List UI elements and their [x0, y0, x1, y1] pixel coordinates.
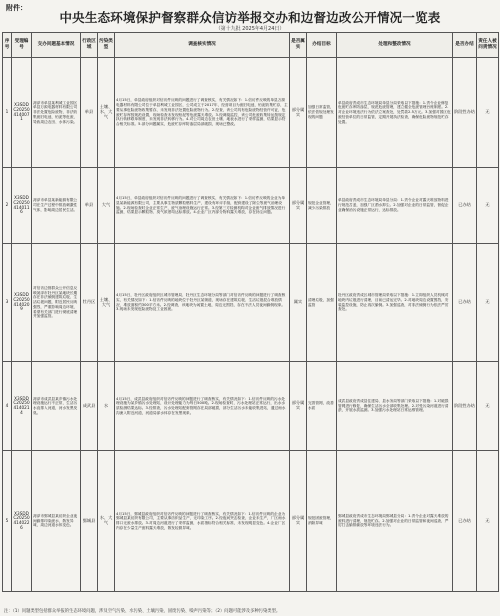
header-seq: 序号 [3, 33, 12, 58]
cell-verified: 部分属实 [290, 58, 307, 168]
appendix-label: 附件： [6, 4, 27, 12]
cell-seq: 1 [3, 58, 12, 168]
cell-verified: 部分属实 [290, 362, 307, 451]
cell-verified: 部分属实 [290, 168, 307, 244]
cell-verified: 属实 [290, 244, 307, 362]
disclosure-table [2, 32, 499, 592]
cell-case-no: X3SDDC202504140116 [12, 168, 32, 244]
header-case-no: 受理编号 [12, 33, 32, 58]
page-subtitle: （第十九批 2025年4月24日） [215, 26, 285, 32]
cell-accountability: 无 [477, 362, 499, 451]
table-header-row [3, 33, 499, 58]
header-pollution: 污染类型 [98, 33, 115, 58]
cell-closed: 阶段性办结 [453, 362, 477, 451]
cell-closed: 已办结 [453, 451, 477, 592]
header-district: 行政区域 [81, 33, 98, 58]
cell-district: 鄄城县 [81, 451, 98, 592]
cell-district: 单县 [81, 168, 98, 244]
header-content: 交办问题基本情况 [32, 33, 81, 58]
cell-case-no: X3SDDC202504140214 [12, 362, 32, 451]
cell-rectify: 成武县政府责成县住建局、县水务局等部门采取以下措施：1.对破损管网进行修复，确保生活污水全部收集处理。2.对受污染河道进行清淤，开展水质监测。3.加强污水处理站日常运维管理。 [337, 362, 453, 451]
cell-investigation: 4月15日，单县政府组织对信访件反映的问题进行了调查核实，有关情况如下：1.信访件反映的单县万源电器材料有限公司位于单县利城工业园区，公司成立于2017年，经营项目为废旧电池、铅泥收集贮存，主要从事危险废物收集暂存，未发现非法处置危险废物行为。2.经查，该公司具有危险废物经营许可证，危废贮存库按规范设置，现场检查未发现铅泥等危废露天堆放。3.经调阅监控，该公司危废收集转运按规定执行转移联单制度，未发现非法转移行为。4.对公司周边农田土壤、地表水进行了采样监测，结果显示符合相关标准。5.部分问题属实，危废贮存库防渗层局部破损，现场已整改。 [115, 58, 290, 168]
cell-pollution: 水 [98, 362, 115, 451]
cell-content: 对信访边督群众公开信息反映菏泽市牡丹区某地块长期存在非法倾倒建筑垃圾、生活垃圾问题，附近居民反映强烈，严重影响周边环境，希望有关部门进行彻底清理并加强监管。 [32, 244, 81, 362]
cell-investigation: 4月15日，鄄城县政府组织对信访件反映的问题进行了调查核实，有关情况如下：1.信访件反映的企业为鄄城县某纺织有限公司，主要从事纺织品生产，无印染工序。2.经夜间突击检查，企业未生产，厂区雨水排口无废水排放。3.对周边河道进行了采样监测，水质指标符合相关标准，未发现明显变色。4.企业厂区内存在少量生产废料露天堆放，散发轻微异味。 [115, 451, 290, 592]
cell-pollution: 土壤、水、大气 [98, 58, 115, 168]
cell-district: 单县 [81, 58, 98, 168]
cell-case-no: X3SDDC202504140071 [12, 58, 32, 168]
cell-district: 成武县 [81, 362, 98, 451]
cell-seq: 2 [3, 168, 12, 244]
table-row [3, 451, 499, 592]
cell-result: 清理垃圾，加强监管 [307, 244, 337, 362]
cell-result: 加强日常监管，依法依规处理发现的问题 [307, 58, 337, 168]
cell-accountability: 无 [477, 58, 499, 168]
header-accountability: 责任人被问责情况 [477, 33, 499, 58]
cell-accountability: 无 [477, 244, 499, 362]
cell-result: 规范固废管理，消除异味 [307, 451, 337, 592]
table-row [3, 168, 499, 244]
disclosure-table-wrapper [2, 32, 498, 606]
table-row [3, 58, 499, 168]
cell-pollution: 土壤、大气 [98, 244, 115, 362]
cell-pollution: 水、大气 [98, 451, 115, 592]
cell-seq: 5 [3, 451, 12, 592]
cell-seq: 3 [3, 244, 12, 362]
table-row [3, 362, 499, 451]
cell-case-no: X3SDDC202504140209 [12, 244, 32, 362]
cell-rectify: 单县政府责成市生态环境局单县分局：1.责令企业对露天堆放物料进行规范苫盖，加强厂区洒水抑尘。2.加强对企业的日常监管，督促企业确保治污设施正常运行，达标排放。 [337, 168, 453, 244]
header-closed: 是否办结 [453, 33, 477, 58]
cell-rectify: 单县政府责成市生态环境局单县分局采取以下措施：1.责令企业修复危废贮存库防渗层，规范危废管理，建立健全危废管理台账制度。2.对企业环境违法行为依法立案查处，处罚款2.5万元。3.加强对园区危废经营单位的日常监管，定期开展执法检查，确保危险废物规范贮存处置。 [337, 58, 453, 168]
cell-seq: 4 [3, 362, 12, 451]
cell-content: 菏泽市成武县某乡镇污水处理设施运行不正常，生活污水直排入河道，河水发黑发臭。 [32, 362, 81, 451]
cell-pollution: 大气 [98, 168, 115, 244]
cell-investigation: 4月15日，成武县政府组织对信访件反映的问题进行了调查核实，有关情况如下：1.信访件反映的污水处理设施为某乡镇污水处理站，设计处理能力为每日500吨。2.现场检查时，污水处理站正常运行，出水水质检测结果达标。3.经排查，污水处理站配套管网存在局部破损，部分生活污水未能收集进站，通过雨水沟流入附近河道，河道局部水体存在发黑现象。 [115, 362, 290, 451]
cell-district: 牡丹区 [81, 244, 98, 362]
header-result: 办结目标 [307, 33, 337, 58]
cell-content: 菏泽市单县某新能源有限公司在生产过程中排放刺激性气体，影响周边居民生活。 [32, 168, 81, 244]
cell-case-no: X3SDDC202504140226 [12, 451, 32, 592]
cell-closed: 阶段性办结 [453, 58, 477, 168]
cell-investigation: 4月15日，单县政府组织对信访件反映的问题进行了调查核实，有关情况如下：1.信访件反映的企业为单县某新能源有限公司，主要从事生物质颗粒燃料生产，建设有环评手续，配套建设了除尘等废气治理设施。2.现场检查时企业正常生产，废气治理设施运行正常。3.经第三方检测机构对企业废气排放情况进行监测，结果显示颗粒物、臭气浓度均达标排放。4.企业厂区内部分物料露天堆放，存在扬尘问题。 [115, 168, 290, 244]
cell-rectify: 鄄城县政府责成市生态环境局鄄城县分局：1.责令企业对露天堆放的废料进行清理，规范贮存。2.加强对企业的日常监管和夜间巡查，严厉打击偷排偷放等环境违法行为。 [337, 451, 453, 592]
header-rectify: 处理和整改情况 [337, 33, 453, 58]
cell-accountability: 无 [477, 168, 499, 244]
footnote: 注：（1）问题类型包括群众举报的生态环境问题，涉及空气污染、水污染、土壤污染、固废污染、噪声污染等；（2）问题可能涉及多种污染类型。 [4, 609, 281, 614]
cell-content: 菏泽市单县某利城工业园区单县万源电器材料有限公司非法处置危险废物，非法收集废旧电池、铅泥等危废，导致周边农田、水体污染。 [32, 58, 81, 168]
header-verified: 是否属实 [290, 33, 307, 58]
cell-verified: 部分属实 [290, 451, 307, 592]
header-investigation: 调查核实情况 [115, 33, 290, 58]
cell-investigation: 4月15日，牡丹区政府组织区城市管理局、牡丹区生态环境分局等部门对信访件反映的问题进行了调查核实，有关情况如下：1.信访件反映的地块位于牡丹区某街道，现场存在建筑垃圾、生活垃圾混合堆放情况，堆放面积约300平方米。2.经调查，该地块为闲置土地，周边无围挡，存在不法人员夜间偷倒现象。3.现场未发现危险废物及工业固废。 [115, 244, 290, 362]
cell-closed: 已办结 [453, 168, 477, 244]
table-row [3, 244, 499, 362]
cell-result: 规范企业管理，减少污染排放 [307, 168, 337, 244]
cell-result: 完善管网，改善水质 [307, 362, 337, 451]
cell-content: 菏泽市鄄城县某纺织企业夜间偷排印染废水，散发异味，周边河道水体变色。 [32, 451, 81, 592]
cell-closed: 已办结 [453, 244, 477, 362]
cell-accountability: 无 [477, 451, 499, 592]
cell-rectify: 牡丹区政府责成区城市管理局采取以下措施：1.立即组织人员机械对地块内垃圾进行清理，目前已清运完毕。2.对地块周边设置围挡，安装监控设施，防止再次偷倒。3.加强巡查，对非法倾倒行为依法严厉查处。 [337, 244, 453, 362]
page-title: 中央生态环境保护督察群众信访举报交办和边督边改公开情况一览表 [59, 10, 441, 25]
